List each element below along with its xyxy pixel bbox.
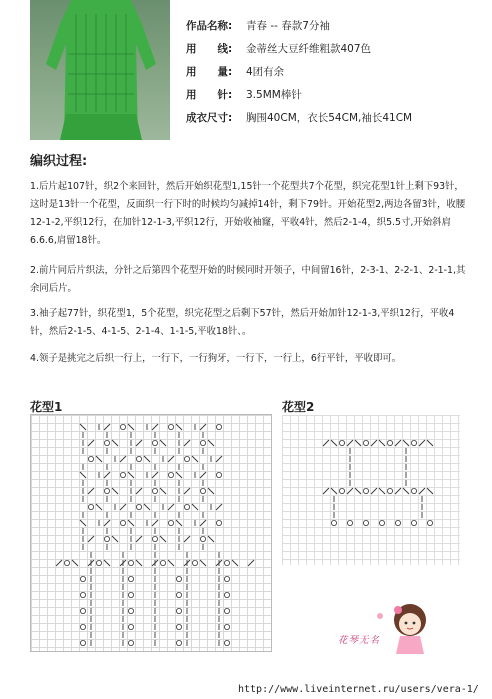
chart-symbol [216,520,221,525]
chart-symbol [323,440,329,446]
chart-symbol [176,608,181,613]
chart-symbol [128,520,134,526]
chart-symbol [192,456,198,462]
pattern-1-chart [30,414,272,652]
chart-symbol [152,424,158,430]
chart-symbol [112,536,118,542]
info-row-needle [186,87,412,110]
chart-symbol [379,520,384,525]
chart-symbol [120,456,126,462]
sweater-photo [30,0,170,140]
chart-symbol [248,560,254,566]
chart-symbol [347,520,352,525]
info-label: 用 线: [186,43,233,55]
chart-symbol [403,440,409,446]
mascot-girl-icon [360,598,444,658]
chart-symbol [168,560,174,566]
info-value: 3.5MM棒针 [246,89,302,101]
chart-symbol [176,640,181,645]
chart-symbol [371,440,377,446]
chart-symbol [152,440,157,445]
chart-symbol [427,520,432,525]
chart-symbol [371,488,377,494]
chart-symbol [200,440,205,445]
chart-symbol [168,520,173,525]
chart-symbol [427,440,433,446]
chart-symbol [104,560,110,566]
chart-symbol [136,440,142,446]
chart-symbol [152,472,158,478]
chart-symbol [224,592,229,597]
chart-symbol [104,424,110,430]
chart-symbol [323,488,329,494]
chart-symbol [160,536,166,542]
chart-symbol [331,520,336,525]
chart-symbol [216,424,221,429]
chart-symbol [128,576,133,581]
process-step-2: 2.前片同后片织法，分针之后第四个花型开始的时候同时开领子，中间留16针，2-3-1、2-2-1、2-1-1,其余同后片。 [30,265,466,294]
chart-symbol [176,624,181,629]
chart-symbol [136,560,142,566]
info-row-size [186,110,412,133]
source-url: http://www.liveinternet.ru/users/vera-1/ [238,684,479,695]
chart-symbol [80,424,86,430]
chart-symbol [224,560,229,565]
chart-symbol [355,488,361,494]
info-label: 用 量: [186,66,233,78]
chart-symbol [80,520,86,526]
chart-symbol [136,504,141,509]
info-value: 胸围40CM，衣长54CM,袖长41CM [246,112,413,124]
chart-symbol [136,488,142,494]
chart-symbol [192,504,198,510]
info-value: 金蒂丝大豆纤维粗款407色 [246,43,372,55]
chart-symbol [331,440,337,446]
chart-symbol [88,456,93,461]
chart-symbol [192,560,197,565]
chart-symbol [200,472,206,478]
chart-symbol [144,456,150,462]
pattern-2-label: 花型2 [282,400,315,414]
chart-symbol [232,560,238,566]
chart-symbol [363,520,368,525]
chart-symbol [128,472,134,478]
chart-symbol [128,424,134,430]
chart-symbol [176,520,182,526]
pattern-2-chart [282,415,460,565]
chart-symbol [208,440,214,446]
chart-symbol [128,560,133,565]
chart-symbol [168,504,174,510]
sweater-illustration [46,0,156,140]
chart-symbol [419,488,425,494]
chart-symbol [104,488,109,493]
chart-symbol [224,640,229,645]
chart-symbol [216,456,222,462]
chart-symbol [347,440,353,446]
chart-symbol [120,504,126,510]
chart-symbol [144,504,150,510]
chart-symbol [168,456,174,462]
chart-symbol [136,456,141,461]
chart-symbol [379,488,385,494]
chart-symbol [411,520,416,525]
chart-symbol [184,504,189,509]
chart-symbol [160,488,166,494]
chart-symbol [224,624,229,629]
chart-symbol [216,472,221,477]
info-label: 用 针: [186,89,233,101]
chart-symbol [128,608,133,613]
chart-symbol [72,560,78,566]
chart-symbol [152,520,158,526]
chart-symbol [339,488,344,493]
chart-symbol [176,592,181,597]
chart-symbol [80,576,85,581]
info-label: 成衣尺寸: [186,112,233,124]
info-row-name [186,18,412,41]
chart-symbol [347,488,353,494]
chart-symbol [176,472,182,478]
chart-symbol [160,440,166,446]
chart-symbol [200,536,205,541]
chart-symbol [56,560,62,566]
info-row-yarn [186,41,412,64]
chart-symbol [200,488,205,493]
chart-symbol [128,624,133,629]
chart-symbol [136,536,142,542]
chart-symbol [176,424,182,430]
chart-symbol [128,592,133,597]
chart-symbol [411,440,416,445]
pattern-1-symbols [31,415,273,653]
chart-symbol [200,520,206,526]
chart-symbol [331,488,337,494]
chart-symbol [387,440,392,445]
info-value: 青春 -- 春款7分袖 [246,20,330,32]
chart-symbol [184,488,190,494]
chart-symbol [104,440,109,445]
pattern-1-label: 花型1 [30,400,63,414]
chart-symbol [112,440,118,446]
chart-symbol [200,560,206,566]
chart-symbol [224,576,229,581]
chart-symbol [395,440,401,446]
chart-symbol [168,472,173,477]
chart-symbol [208,536,214,542]
chart-symbol [427,488,433,494]
chart-symbol [128,640,133,645]
chart-symbol [152,536,157,541]
chart-symbol [120,472,125,477]
chart-symbol [200,424,206,430]
chart-symbol [419,440,425,446]
chart-symbol [80,592,85,597]
chart-symbol [339,440,344,445]
chart-symbol [96,504,102,510]
chart-symbol [88,536,94,542]
chart-symbol [355,440,361,446]
chart-symbol [411,488,416,493]
chart-symbol [80,624,85,629]
chart-symbol [363,488,368,493]
chart-symbol [80,640,85,645]
chart-symbol [224,608,229,613]
chart-symbol [363,440,368,445]
chart-symbol [120,424,125,429]
chart-symbol [96,560,101,565]
chart-symbol [379,440,385,446]
chart-symbol [184,536,190,542]
process-title: 编织过程: [30,154,88,169]
project-info [186,18,412,133]
chart-symbol [64,560,69,565]
chart-symbol [184,440,190,446]
chart-symbol [104,472,110,478]
chart-symbol [104,536,109,541]
chart-symbol [120,520,125,525]
chart-symbol [112,488,118,494]
chart-symbol [208,488,214,494]
chart-symbol [152,488,157,493]
chart-symbol [176,576,181,581]
process-step-3: 3.袖子起77针，织花型1，5个花型，织完花型之后剩下57针，然后开始加针12-1-3,平织12行，平收4针，然后2-1-5、4-1-5、2-1-4、1-1-5,平收18针、。 [30,308,455,337]
chart-symbol [88,440,94,446]
chart-symbol [395,488,401,494]
chart-symbol [160,560,165,565]
chart-symbol [168,424,173,429]
pattern-2-symbols [282,415,460,565]
chart-symbol [80,472,86,478]
chart-symbol [403,488,409,494]
signature: 花琴无名 [338,635,381,646]
chart-symbol [395,520,400,525]
process-step-1: 1.后片起107针，织2个来回针，然后开始织花型1,15针一个花型共7个花型，织完花型1针上剩下93针，这时是13针一个花型，反面织一行下时的时候均匀减掉14针，剩下79针。开始花型2,两边各留3针，收腰12-1-2,平织12行，在加针12-1-3,平织12行，开始收袖窿，平收4针，然后2-1-4，织5.5寸,开始斜肩6.6.6,肩留18针。 [30,181,466,246]
chart-symbol [387,488,392,493]
info-label: 作品名称: [186,20,233,32]
chart-symbol [88,504,93,509]
chart-symbol [104,520,110,526]
chart-symbol [96,456,102,462]
info-row-amount [186,64,412,87]
chart-symbol [80,608,85,613]
chart-symbol [216,504,222,510]
info-value: 4团有余 [246,66,285,78]
process-step-4: 4.领子是挑完之后织一行上，一行下，一行狗牙，一行下，一行上，6行平针，平收即可。 [30,353,402,364]
chart-symbol [88,488,94,494]
chart-symbol [184,456,189,461]
